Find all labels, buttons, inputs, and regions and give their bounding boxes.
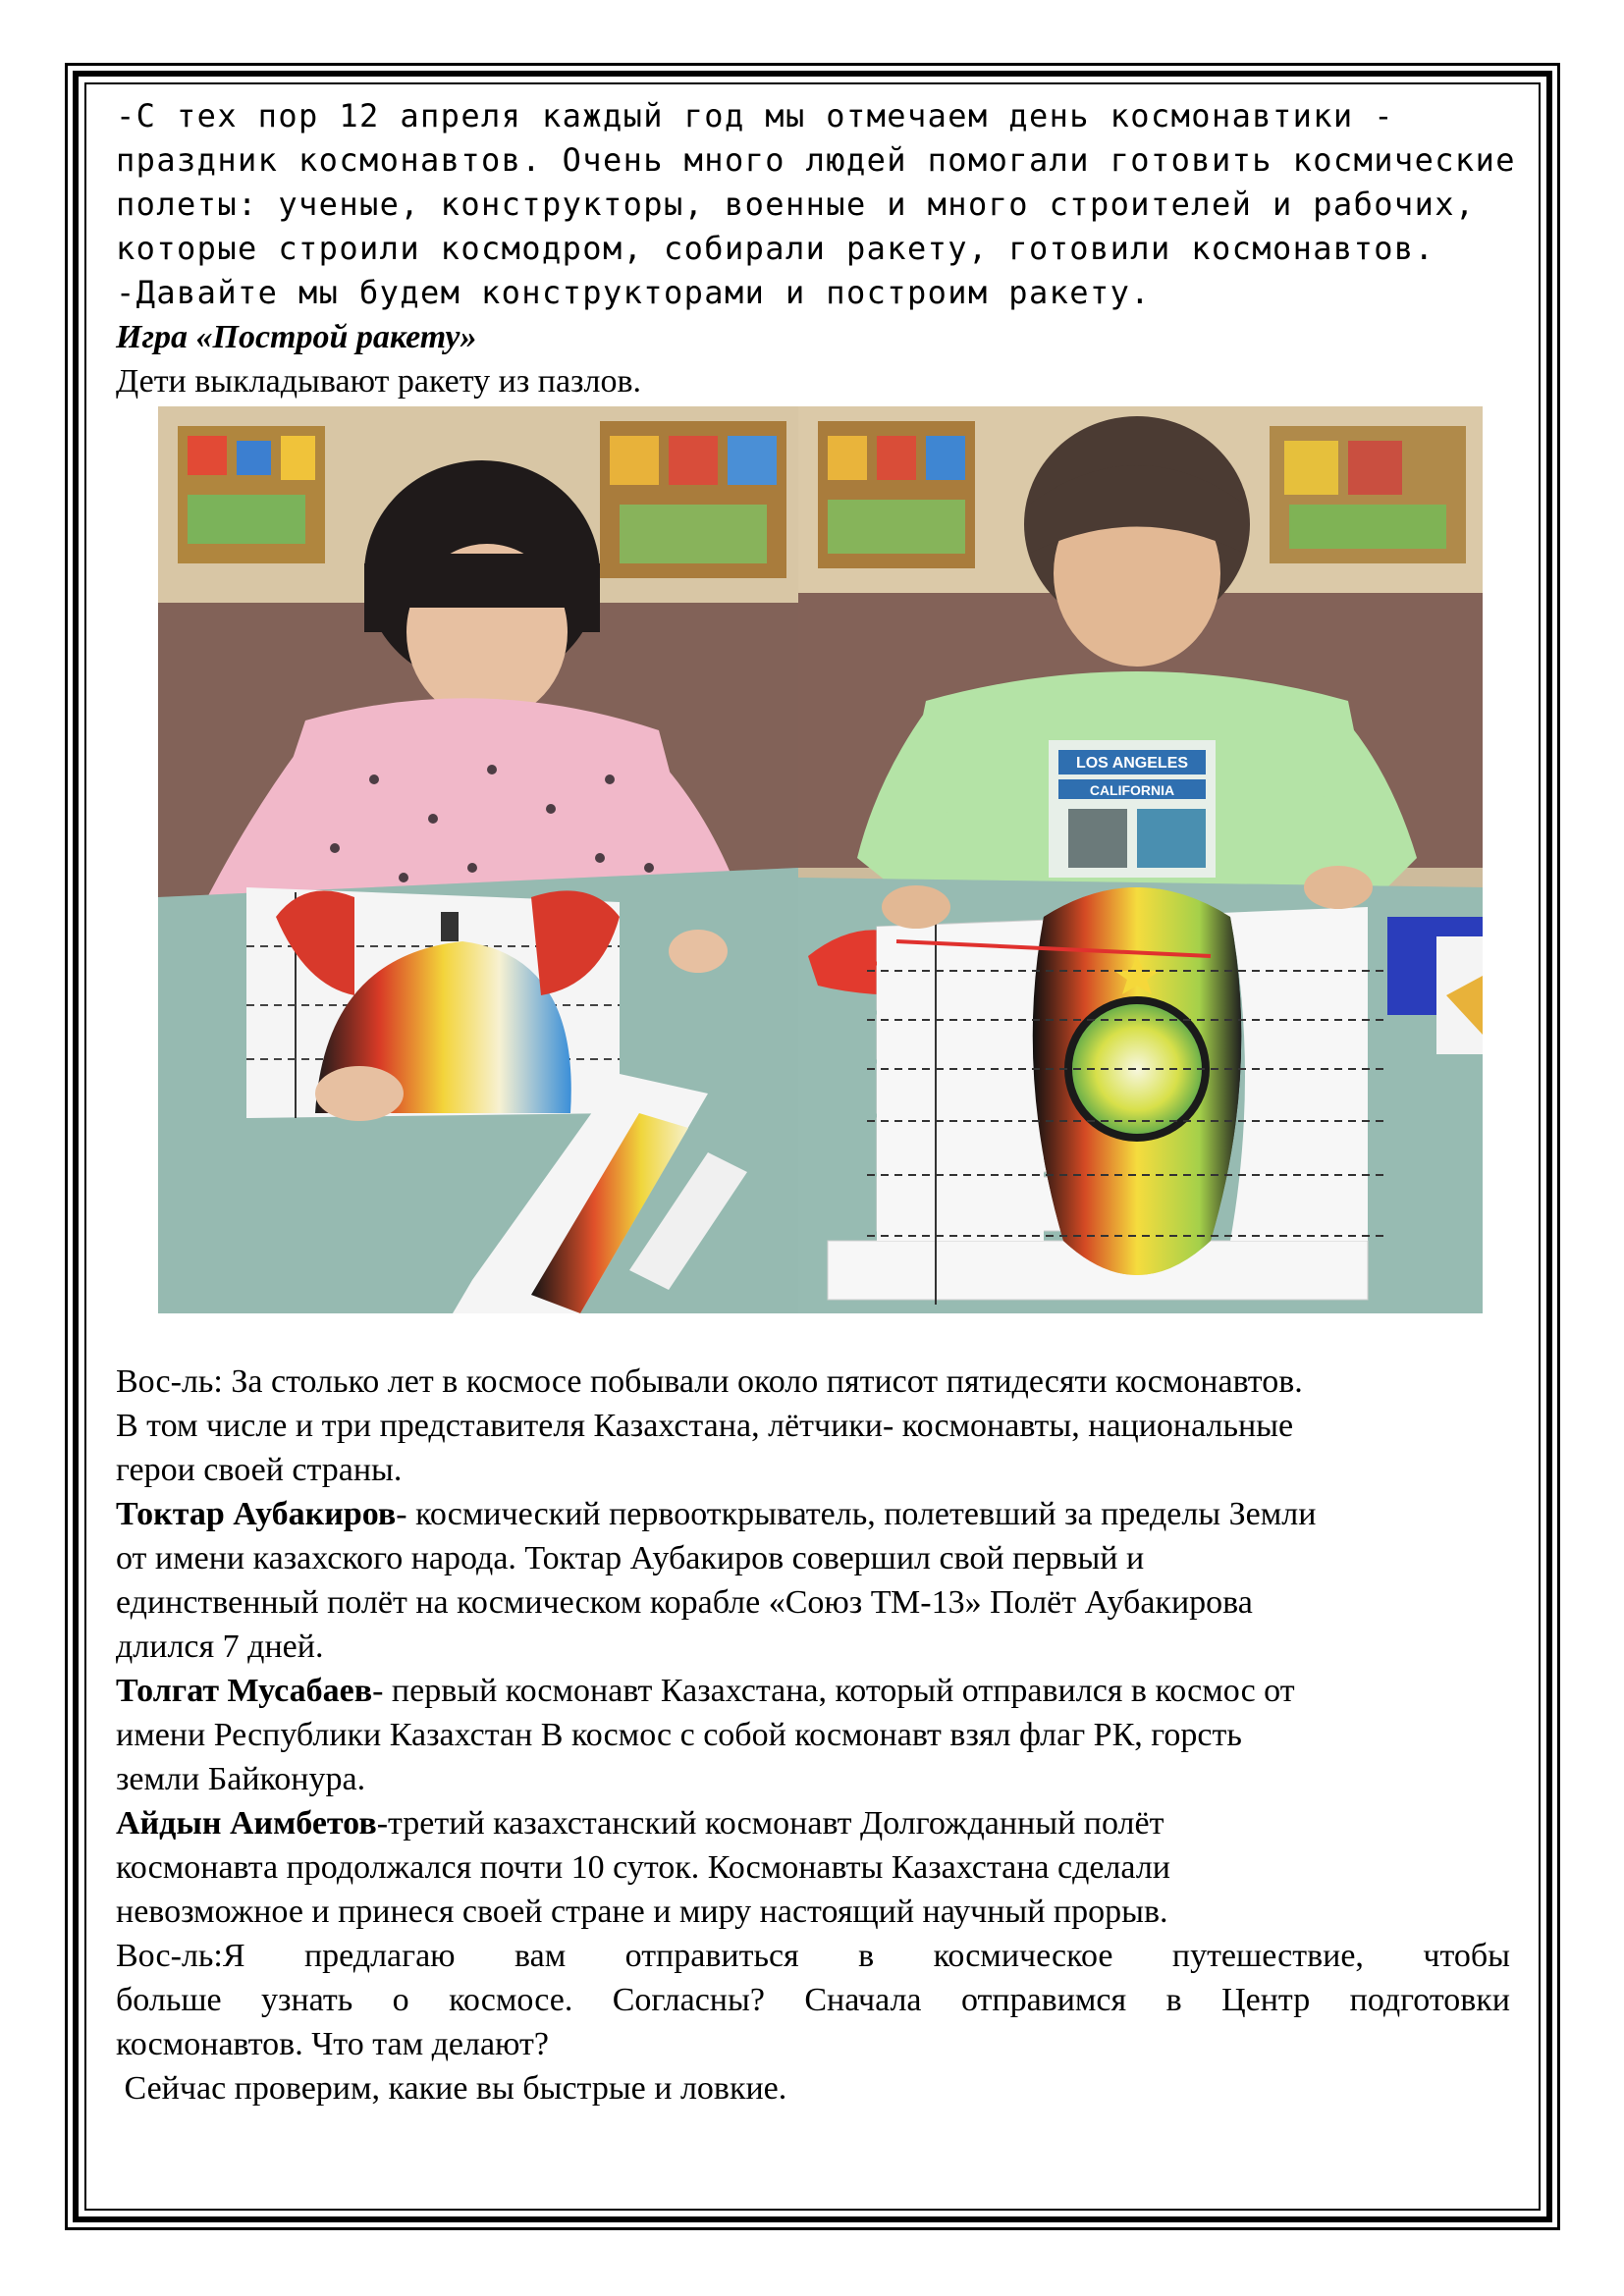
aubakirov-name: Токтар Аубакиров (116, 1496, 397, 1532)
body-text-block (116, 1360, 1510, 2110)
musabaev-paragraph (116, 1669, 1510, 1713)
intro-line: которые строили космодром, собирали ракету, готовили космонавтов. (116, 230, 1435, 267)
t-shirt-print-line-1: LOS ANGELES (1075, 755, 1189, 772)
offer-line: больше узнать о космосе. Согласны? Сначала отправимся в Центр подготовки (116, 1982, 1510, 2018)
game-title: Игра «Построй ракету» (116, 319, 477, 355)
intro-block (116, 94, 1516, 403)
offer-last-line: космонавтов. Что там делают? (116, 2026, 549, 2062)
intro-line: полеты: ученые, конструкторы, военные и много строителей и рабочих, (116, 186, 1476, 223)
musabaev-line: имени Республики Казахстан В космос с собой космонавт взял флаг РК, горсть (116, 1717, 1242, 1753)
aimbetov-paragraph (116, 1801, 1510, 1845)
aimbetov-line: космонавта продолжался почти 10 суток. Космонавты Казахстана сделали (116, 1849, 1170, 1886)
offer-line: Вос-ль:Я предлагаю вам отправиться в космическое путешествие, чтобы (116, 1938, 1510, 1974)
voc-line: Вос-ль: За столько лет в космосе побывали около пятисот пятидесяти космонавтов. (116, 1363, 1303, 1400)
aubakirov-line: длился 7 дней. (116, 1629, 324, 1665)
aubakirov-line: от имени казахского народа. Токтар Аубакиров совершил свой первый и (116, 1540, 1145, 1576)
aubakirov-line: единственный полёт на космическом корабле «Союз ТМ-13» Полёт Аубакирова (116, 1584, 1253, 1621)
final-line: Сейчас проверим, какие вы быстрые и ловкие. (116, 2070, 787, 2107)
t-shirt-print-line-2: CALIFORNIA (1089, 782, 1175, 798)
musabaev-line: земли Байконура. (116, 1761, 366, 1797)
aubakirov-first-line: - космический первооткрыватель, полетевший за пределы Земли (396, 1496, 1317, 1532)
intro-line: -Давайте мы будем конструкторами и построим ракету. (116, 274, 1151, 311)
aimbetov-name: Айдын Аимбетов (116, 1805, 377, 1842)
voc-line: герои своей страны. (116, 1452, 403, 1488)
musabaev-name: Толгат Мусабаев (116, 1673, 373, 1709)
musabaev-first-line: - первый космонавт Казахстана, который отправился в космос от (372, 1673, 1295, 1709)
photo-boy-puzzle (798, 406, 1483, 1313)
game-description: Дети выкладывают ракету из пазлов. (116, 363, 642, 400)
photo-girl-puzzle (158, 406, 798, 1313)
intro-line: -С тех пор 12 апреля каждый год мы отмечаем день космонавтики - (116, 97, 1394, 134)
voc-line: В том числе и три представителя Казахстана, лётчики- космонавты, национальные (116, 1408, 1294, 1444)
aimbetov-first-line: -третий казахстанский космонавт Долгожданный полёт (376, 1805, 1164, 1842)
intro-line: праздник космонавтов. Очень много людей помогали готовить космические (116, 141, 1516, 179)
aubakirov-paragraph (116, 1492, 1510, 1536)
aimbetov-line: невозможное и принеся своей стране и миру настоящий научный прорыв. (116, 1894, 1168, 1930)
